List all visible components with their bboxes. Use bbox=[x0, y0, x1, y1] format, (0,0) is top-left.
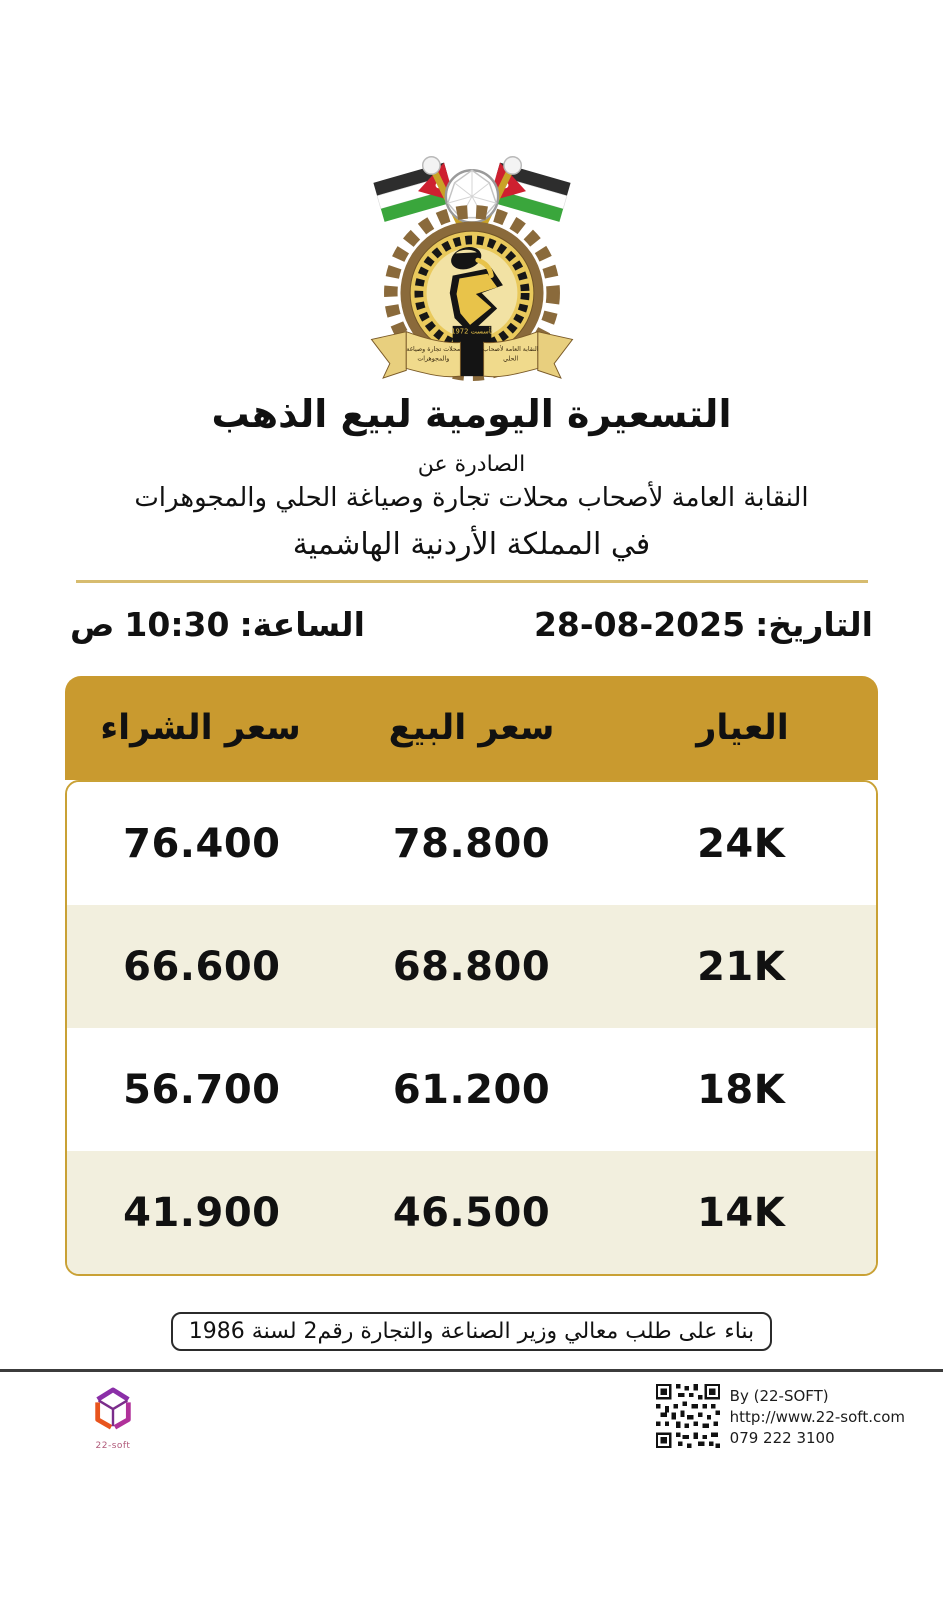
issuer-country: في المملكة الأردنية الهاشمية bbox=[292, 527, 651, 562]
issued-by-label: الصادرة عن bbox=[417, 452, 526, 477]
qr-code bbox=[656, 1384, 720, 1448]
vendor-text-block bbox=[730, 1384, 905, 1449]
vendor-phone: 079 222 3100 bbox=[729, 1429, 835, 1447]
column-header-buy: سعر الشراء bbox=[100, 708, 301, 748]
karat-cell: 21K bbox=[697, 943, 786, 990]
sell-price-cell: 61.200 bbox=[392, 1066, 551, 1113]
buy-price-cell: 66.600 bbox=[123, 943, 281, 990]
syndicate-emblem bbox=[356, 140, 588, 390]
buy-price-cell: 76.400 bbox=[123, 820, 281, 867]
ribbon-left-text-2: والمجوهرات bbox=[416, 355, 449, 363]
vendor-logo bbox=[90, 1384, 136, 1451]
ribbon-right-text-2: الحلي bbox=[502, 355, 518, 363]
karat-cell: 14K bbox=[697, 1189, 786, 1236]
date-label: التاريخ: bbox=[755, 605, 873, 644]
ribbon-right-text-1: النقابة العامة لأصحاب bbox=[482, 346, 539, 354]
table-row bbox=[67, 905, 876, 1028]
vendor-info bbox=[656, 1384, 905, 1449]
table-header bbox=[65, 676, 878, 780]
table-row bbox=[67, 782, 876, 905]
sell-price-cell: 78.800 bbox=[392, 820, 551, 867]
karat-cell: 24K bbox=[697, 820, 786, 867]
legal-note: بناء على طلب معالي وزير الصناعة والتجارة رقم2 لسنة 1986 bbox=[171, 1312, 772, 1351]
time-value: 10:30 bbox=[124, 605, 230, 644]
vendor-by: By (22-SOFT) bbox=[729, 1387, 829, 1405]
buy-price-cell: 41.900 bbox=[123, 1189, 281, 1236]
column-header-karat: العيار bbox=[696, 708, 789, 748]
gold-price-table bbox=[65, 676, 878, 1276]
karat-cell: 18K bbox=[697, 1066, 786, 1113]
footer bbox=[0, 1372, 943, 1451]
diamond-icon bbox=[445, 170, 497, 222]
time-label: الساعة: bbox=[239, 605, 365, 644]
time-field bbox=[70, 605, 365, 644]
sell-price-cell: 46.500 bbox=[392, 1189, 551, 1236]
date-value: 28-08-2025 bbox=[533, 605, 746, 644]
table-row bbox=[67, 1151, 876, 1274]
vendor-logo-caption: 22-soft bbox=[95, 1441, 131, 1451]
issuer-name: النقابة العامة لأصحاب محلات تجارة وصياغة الحلي والمجوهرات bbox=[134, 483, 809, 513]
page-title: التسعيرة اليومية لبيع الذهب bbox=[211, 392, 732, 436]
vendor-url: http://www.22-soft.com bbox=[729, 1408, 905, 1426]
gold-divider bbox=[76, 580, 868, 583]
ribbon-left-text-1: محلات تجارة وصياغة bbox=[405, 346, 460, 354]
date-field bbox=[534, 605, 873, 644]
table-row bbox=[67, 1028, 876, 1151]
time-suffix: ص bbox=[70, 605, 115, 644]
datetime-row bbox=[0, 605, 943, 644]
banner-ribbon bbox=[371, 326, 572, 378]
sell-price-cell: 68.800 bbox=[392, 943, 551, 990]
established-year-label: تأسست 1972 bbox=[450, 327, 493, 336]
column-header-sell: سعر البيع bbox=[388, 708, 555, 748]
cube-logo-icon bbox=[90, 1384, 136, 1436]
buy-price-cell: 56.700 bbox=[123, 1066, 281, 1113]
syndicate-emblem-graphic bbox=[356, 140, 588, 390]
table-body bbox=[65, 780, 878, 1276]
